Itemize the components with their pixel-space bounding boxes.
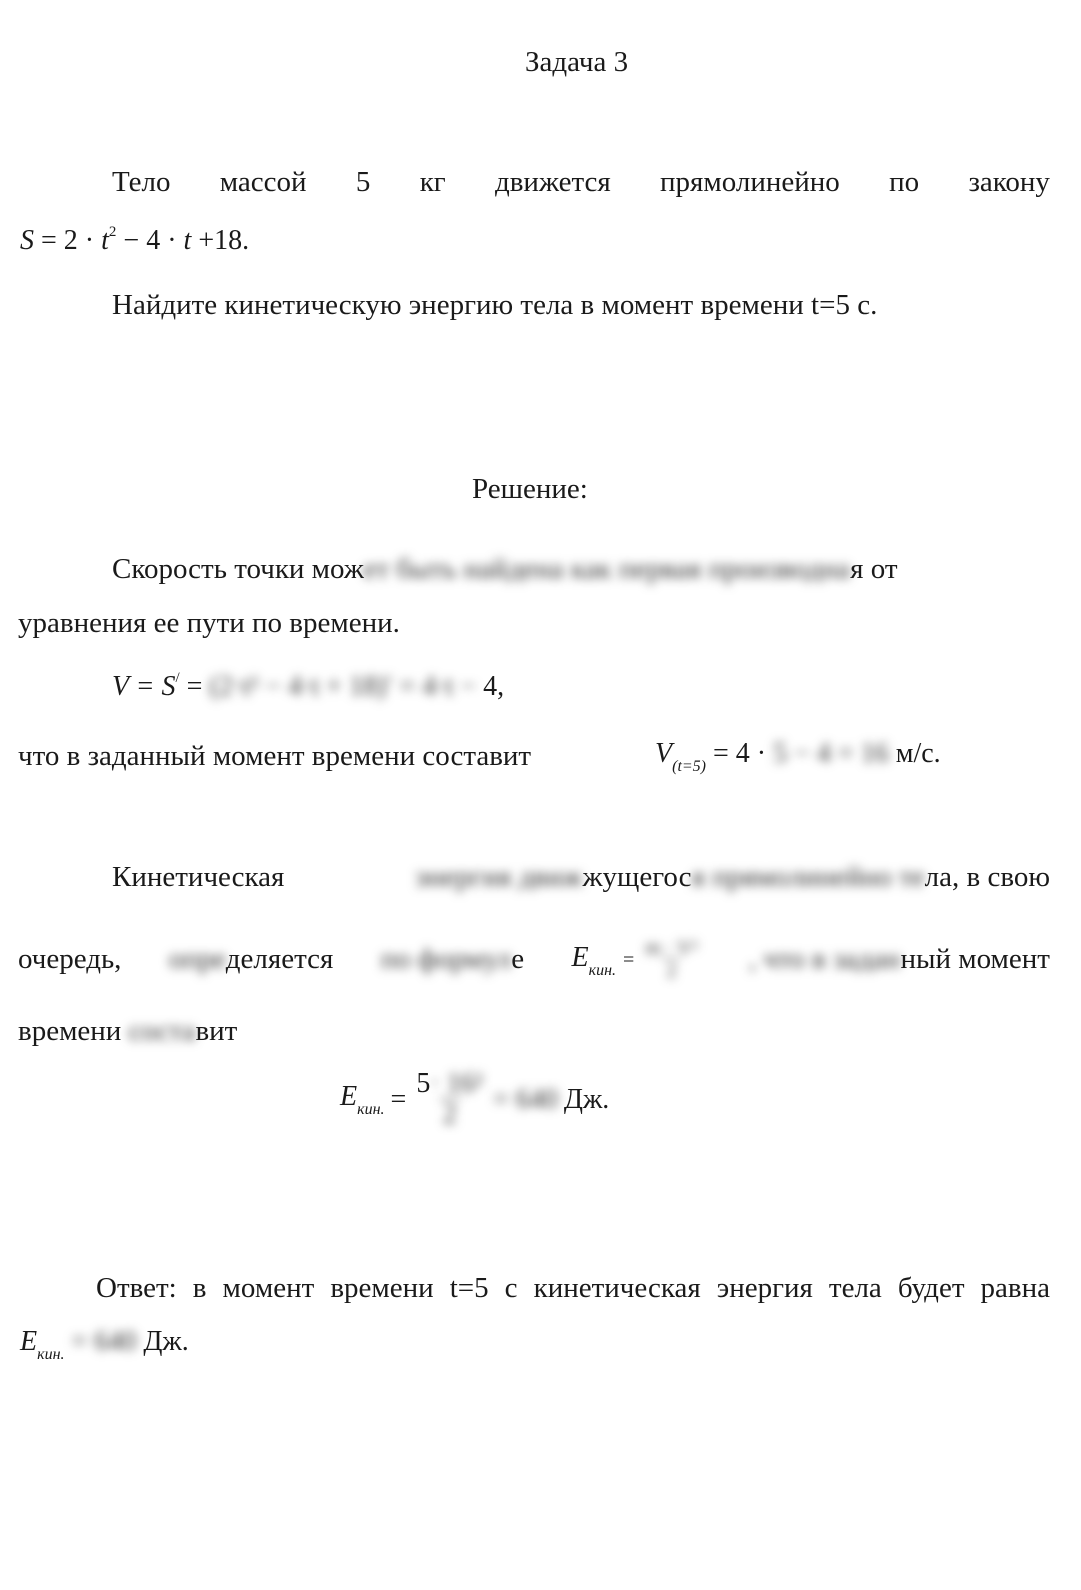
- velocity-at-moment-value: $V_{(t=5)} = 4 \cdot 5 - 4 = 16$ м/с.: [655, 738, 941, 775]
- motion-law-formula: $S = 2 \cdot t^2 - 4 \cdot t +18$.: [20, 224, 250, 256]
- problem-word: Тело: [112, 166, 171, 198]
- solution-paragraph-1-line-2: уравнения ее пути по времени.: [18, 607, 400, 639]
- redacted-derivative: (2·t² − 4·t + 18)′ = 4·t −: [209, 671, 477, 702]
- kinetic-paragraph-line-1: Кинетическая энергия движжущегося прямолинейно тела, в свою: [112, 861, 1050, 893]
- kinetic-paragraph-line-3: времени составит: [18, 1015, 238, 1047]
- velocity-equation: V = S/ = (2·t² − 4·t + 18)′ = 4·t − 4,: [112, 670, 505, 702]
- redacted-text: ет быть найдена как первая производна: [363, 553, 851, 585]
- answer-line-2: $E_{кин.} = 640$ Дж.: [20, 1326, 189, 1363]
- problem-word: движется: [494, 166, 611, 198]
- problem-word: массой: [219, 166, 307, 198]
- energy-equation: $E_{кин.}$ = $\frac{\text{5· 16²}}{2}$ = 640 Дж.: [340, 1068, 610, 1130]
- problem-word: по: [889, 166, 920, 198]
- solution-paragraph-1-line-1: Скорость точки может быть найдена как первая производная от: [112, 553, 898, 585]
- problem-word: закону: [968, 166, 1050, 198]
- problem-word: прямолинейно: [660, 166, 840, 198]
- kinetic-paragraph-line-2: очередь, определяется по формуле $E_{кин.}$ = $\frac{\text{m · V²}}{2}$ , что в заданный момент: [18, 937, 1050, 982]
- velocity-at-moment-text: что в заданный момент времени составит: [18, 740, 532, 772]
- kinetic-energy-formula: $E_{кин.}$ = $\frac{\text{m · V²}}{2}$: [571, 937, 698, 982]
- problem-word: кг: [419, 166, 446, 198]
- solution-heading: Решение:: [472, 473, 588, 505]
- problem-question: Найдите кинетическую энергию тела в момент времени t=5 с.: [112, 289, 878, 321]
- page-title: Задача 3: [525, 46, 629, 78]
- answer-line-1: Ответ: в момент времени t=5 с кинетическая энергия тела будет равна: [96, 1272, 1050, 1304]
- problem-word: 5: [355, 166, 371, 198]
- problem-line-1: [112, 166, 1050, 199]
- redacted-calculation: 5 − 4 = 16: [773, 738, 889, 769]
